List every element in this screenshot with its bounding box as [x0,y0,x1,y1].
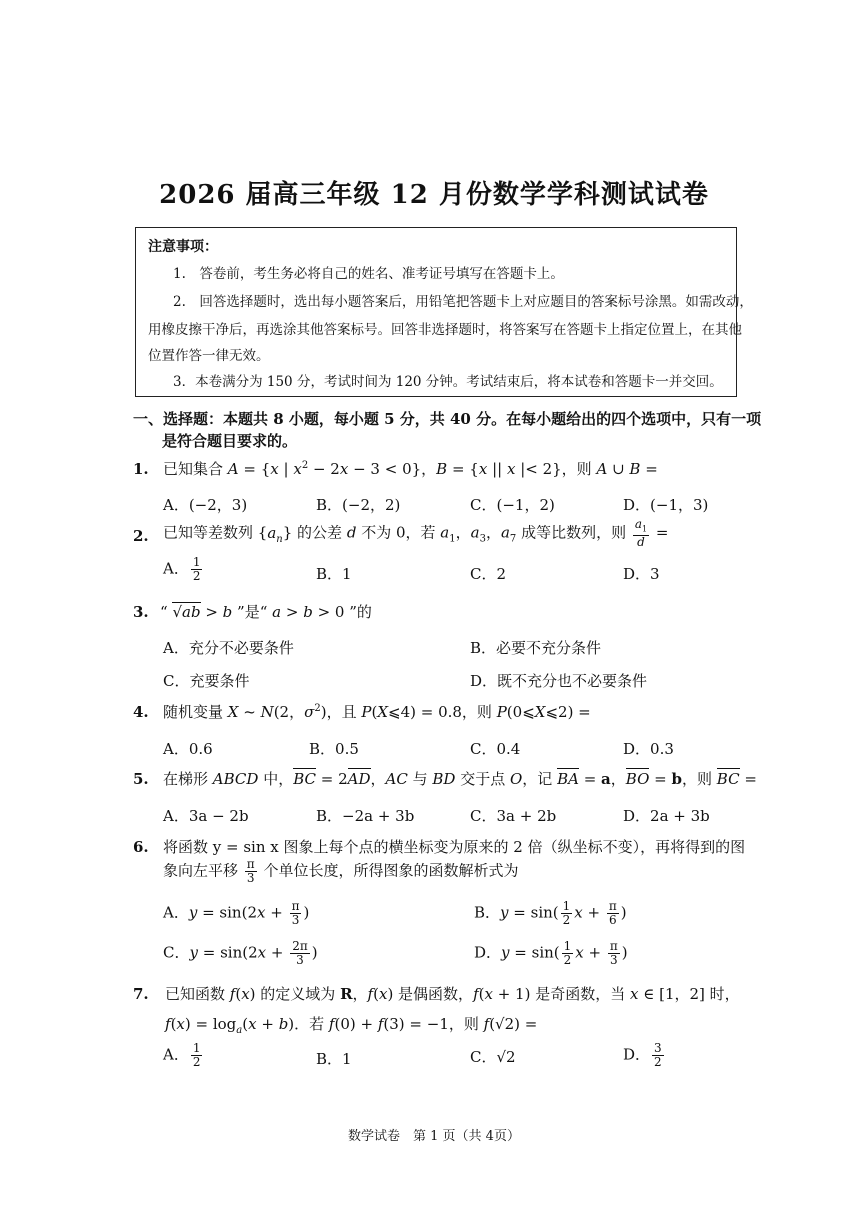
notice-item: 2. 回答选择题时，选出每小题答案后，用铅笔把答题卡上对应题目的答案标号涂黑。如需改动， [173,294,753,310]
option: A．0.6 [163,740,213,758]
option: B．1 [316,565,352,583]
option: C．y = sin(2x + $\frac{2\pi}{3}$ ) [163,939,318,967]
option: A．充分不必要条件 [163,639,294,657]
section-heading: 一、选择题：本题共 8 小题，每小题 5 分，共 40 分。在每小题给出的四个选项中，只有一项 [133,410,762,428]
notice-item: 位置作答一律无效。 [148,348,270,364]
option: B．必要不充分条件 [470,639,602,657]
question-stem-cont: 象向左平移 $\frac{\pi}{3}$ 个单位长度，所得图象的函数解析式为 [163,857,519,885]
question-stem: 随机变量 X ~ N(2，$\sigma^2$)，且 P(X⩽4) = 0.8，则 P(0⩽X⩽2) = [163,703,591,721]
option: C．0.4 [470,740,521,758]
question-number: 4. [133,703,149,721]
option: D．y = sin( $\frac{1}{2}$ x + $\frac{\pi}{3}$ ) [474,939,628,967]
option: C．3a + 2b [470,807,557,825]
notice-heading: 注意事项： [148,239,218,255]
question-number: 1. [133,460,149,478]
question-stem: “ √ab > b ”是“ a > b > 0 ”的 [160,603,372,621]
option: C．2 [470,565,507,583]
question-stem: 已知集合 A = {x | $x^2 - 2x - 3 < 0$}，B = {x || x |< 2}，则 A ∪ B = [163,460,658,478]
question-stem-cont: $f(x) = \log_a(x + b)$．若 f(0) + f(3) = −1，则 f(√2) = [165,1015,538,1036]
notice-item: 用橡皮擦干净后，再选涂其他答案标号。回答非选择题时，将答案写在答题卡上指定位置上，在其他 [148,322,742,338]
option: B．y = sin( $\frac{1}{2}$ x + $\frac{\pi}{6}$ ) [474,899,627,927]
question-number: 6. [133,838,149,856]
page-footer: 数学试卷 第 1 页（共 4页） [348,1129,520,1144]
option: D．既不充分也不必要条件 [470,672,648,690]
option: B．0.5 [309,740,359,758]
option: A． $\frac{1}{2}$ [163,1041,201,1069]
option: C．(−1，2) [470,496,555,514]
section-heading-cont: 是符合题目要求的。 [162,432,298,450]
question-number: 3. [133,603,149,621]
question-number: 2. [133,527,149,545]
option: D．(−1，3) [623,496,709,514]
option: A．y = sin(2x + $\frac{\pi}{3}$ ) [163,899,310,927]
option: C．√2 [470,1048,516,1066]
option: D．0.3 [623,740,674,758]
question-stem: 将函数 y = sin x 图象上每个点的横坐标变为原来的 2 倍（纵坐标不变），再将得到的图 [163,838,746,856]
option: C．充要条件 [163,672,250,690]
notice-item: 3．本卷满分为 150 分，考试时间为 120 分钟。考试结束后，将本试卷和答题卡一并交回。 [173,374,723,390]
question-stem: 在梯形 ABCD 中，BC = 2AD，AC 与 BD 交于点 O，记 BA = a，BO = b，则 BC = [163,770,757,788]
option: A． $\frac{1}{2}$ [163,555,201,583]
option: D． $\frac{3}{2}$ [623,1041,662,1069]
option: B．−2a + 3b [316,807,415,825]
option: D．2a + 3b [623,807,710,825]
question-stem: 已知等差数列 $\{a_n\}$ 的公差 d 不为 0，若 $a_1$，$a_3$，$a_7$ 成等比数列，则 $\frac{a_1}{d}$ = [163,517,669,550]
notice-item: 1. 答卷前，考生务必将自己的姓名、准考证号填写在答题卡上。 [173,266,564,282]
option: D．3 [623,565,660,583]
question-number: 7. [133,985,149,1003]
option: A．3a − 2b [163,807,249,825]
option: A．(−2，3) [163,496,248,514]
question-number: 5. [133,770,149,788]
page-title: 2026 届高三年级 12 月份数学学科测试试卷 [159,180,709,210]
question-stem: 已知函数 f(x) 的定义域为 R，f(x) 是偶函数，f(x + 1) 是奇函数，当 x ∈ [1，2] 时， [165,985,740,1003]
option: B．1 [316,1050,352,1068]
option: B．(−2，2) [316,496,401,514]
